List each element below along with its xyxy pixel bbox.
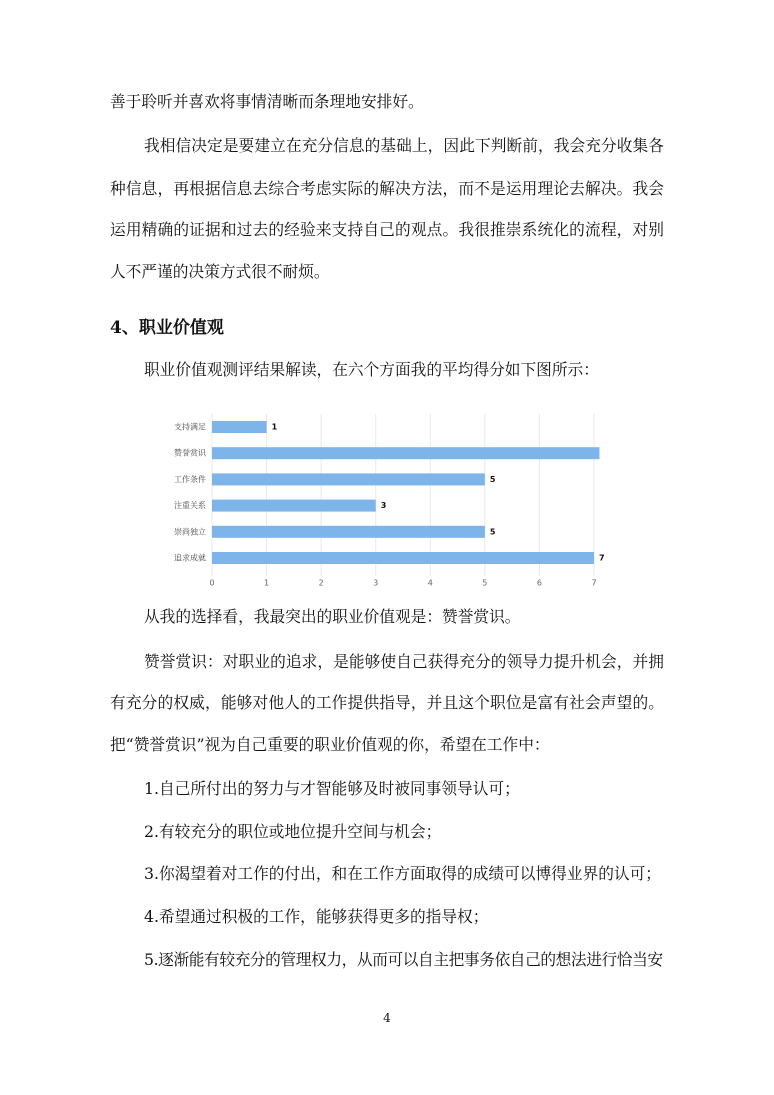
bar — [212, 552, 594, 564]
x-tick-label: 2 — [318, 578, 324, 588]
body-text-line: 有充分的权威，能够对他人的工作提供指导，并且这个职位是富有社会声望的。 — [110, 693, 664, 712]
x-tick-label: 3 — [373, 578, 379, 588]
bar — [212, 473, 485, 485]
category-label: 工作条件 — [174, 474, 206, 484]
x-tick-label: 5 — [482, 578, 488, 588]
bar — [212, 447, 599, 459]
bar — [212, 421, 267, 433]
x-tick-label: 6 — [536, 578, 542, 588]
body-text-line: 我相信决定是要建立在充分信息的基础上，因此下判断前，我会充分收集各 — [144, 136, 664, 155]
career-values-bar-chart — [160, 410, 605, 592]
body-text-line: 赞誉赏识：对职业的追求，是能够使自己获得充分的领导力提升机会，并拥 — [144, 652, 664, 671]
data-label: 7 — [598, 553, 605, 563]
body-text-line: 运用精确的证据和过去的经验来支持自己的观点。我很推崇系统化的流程，对别 — [110, 220, 664, 239]
body-text-line: 善于聆听并喜欢将事情清晰而条理地安排好。 — [110, 92, 424, 111]
category-label: 赞誉赏识 — [174, 448, 206, 458]
x-tick-label: 4 — [427, 578, 433, 588]
data-label: 1 — [271, 422, 278, 432]
body-text-line: 人不严谨的决策方式很不耐烦。 — [110, 262, 330, 281]
list-item: 1.自己所付出的努力与才智能够及时被同事领导认可； — [144, 779, 520, 798]
list-item: 5.逐渐能有较充分的管理权力，从而可以自主把事务依自己的想法进行恰当安 — [144, 950, 663, 969]
bar — [212, 500, 376, 512]
x-tick-label: 7 — [591, 578, 597, 588]
chart-intro-text: 职业价值观测评结果解读，在六个方面我的平均得分如下图所示： — [144, 360, 599, 379]
list-item: 4.希望通过积极的工作，能够获得更多的指导权； — [144, 907, 489, 926]
list-item: 2.有较充分的职位或地位提升空间与机会； — [144, 822, 442, 841]
x-tick-label: 0 — [209, 578, 215, 588]
top-value-statement: 从我的选择看，我最突出的职业价值观是：赞誉赏识。 — [144, 607, 521, 626]
list-item: 3.你渴望着对工作的付出，和在工作方面取得的成绩可以博得业界的认可； — [144, 864, 661, 883]
category-label: 支持满足 — [174, 422, 206, 432]
page-number: 4 — [383, 1011, 391, 1025]
data-label: 5 — [489, 474, 496, 484]
section-heading: 4、职业价值观 — [110, 318, 224, 338]
category-label: 注重关系 — [174, 501, 206, 511]
body-text-line: 把“赞誉赏识”视为自己重要的职业价值观的你，希望在工作中： — [110, 735, 550, 754]
data-label: 5 — [489, 527, 496, 537]
category-label: 崇尚独立 — [174, 527, 206, 537]
category-label: 追求成就 — [174, 553, 206, 563]
body-text-line: 种信息，再根据信息去综合考虑实际的解决方法，而不是运用理论去解决。我会 — [110, 179, 664, 198]
bar — [212, 526, 485, 538]
data-label: 3 — [380, 501, 387, 511]
x-tick-label: 1 — [264, 578, 270, 588]
